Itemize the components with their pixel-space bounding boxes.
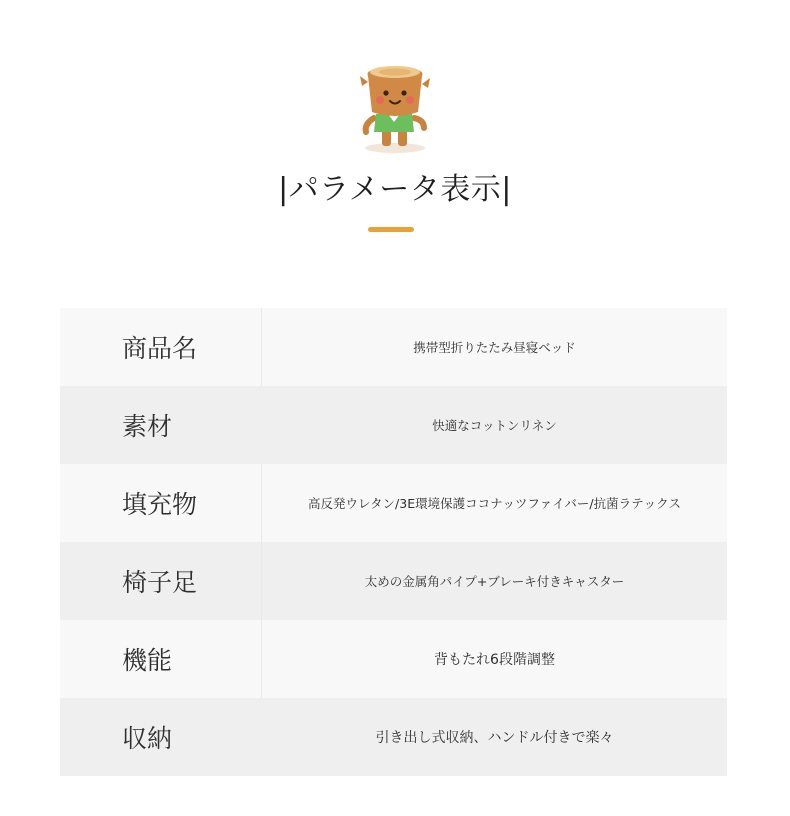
param-label-cell	[60, 464, 262, 542]
param-label: 収納	[122, 724, 173, 753]
param-label: 機能	[122, 646, 173, 675]
param-label-cell	[60, 542, 262, 620]
param-row	[60, 620, 727, 698]
param-value: 携帯型折りたたみ昼寝ベッド	[413, 340, 576, 355]
tree-stump-mascot-icon	[352, 62, 438, 156]
param-value: 太めの金属角パイプ+ブレーキ付きキャスター	[364, 574, 625, 589]
param-value: 快適なコットンリネン	[432, 418, 557, 433]
title-underline	[368, 227, 414, 232]
param-label-cell	[60, 308, 262, 386]
param-value: 背もたれ6段階調整	[434, 652, 555, 668]
param-row	[60, 308, 727, 386]
param-label: 填充物	[122, 490, 198, 519]
page-title: |パラメータ表示|	[278, 172, 512, 207]
parameter-table	[60, 308, 727, 776]
param-value: 引き出し式収納、ハンドル付きで楽々	[375, 730, 614, 746]
param-row	[60, 698, 727, 776]
param-row	[60, 386, 727, 464]
param-label-cell	[60, 698, 262, 776]
param-label-cell	[60, 386, 262, 464]
param-label: 素材	[122, 412, 173, 441]
param-label-cell	[60, 620, 262, 698]
param-label: 椅子足	[122, 568, 198, 597]
param-row	[60, 542, 727, 620]
param-row	[60, 464, 727, 542]
param-value: 高反発ウレタン/3E環境保護ココナッツファイバー/抗菌ラテックス	[308, 496, 681, 511]
param-label: 商品名	[122, 334, 198, 363]
